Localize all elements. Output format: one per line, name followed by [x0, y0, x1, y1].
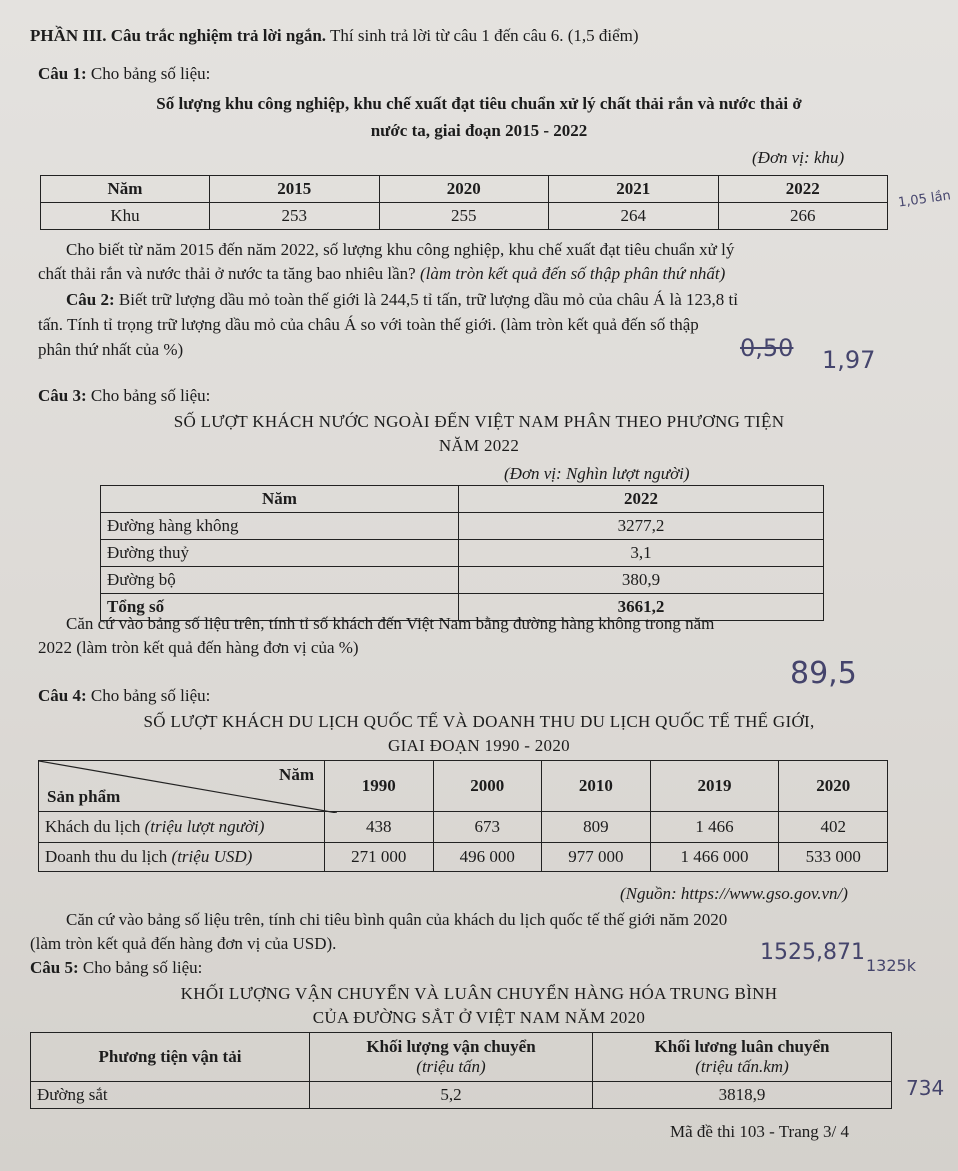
q5-header-cell-title: Khối lương luân chuyển [654, 1037, 830, 1056]
q1-title-line1: Số lượng khu công nghiệp, khu chế xuất đạt tiêu chuẩn xử lý chất thải rắn và nước thải ở [156, 94, 802, 113]
q4-title-line2: GIAI ĐOẠN 1990 - 2020 [388, 736, 570, 755]
q5-header-cell-unit: (triệu tấn.km) [695, 1057, 789, 1076]
q3-row-label: Đường bộ [101, 567, 459, 594]
q4-value-cell: 1 466 [650, 812, 779, 843]
q1-table-row [41, 203, 888, 230]
q5-header-cell [593, 1033, 892, 1082]
q4-table [38, 760, 888, 872]
q1-handwritten-answer: 1,05 lần [897, 188, 952, 211]
q3-table-header-row [101, 486, 824, 513]
q4-handwritten-note: 1325k [866, 956, 916, 975]
q5-label: Câu 5: [30, 958, 79, 977]
q2-label: Câu 2: [66, 290, 115, 309]
q5-table [30, 1032, 892, 1109]
q4-source: (Nguồn: https://www.gso.gov.vn/) [620, 884, 848, 903]
q3-title-line2: NĂM 2022 [438, 436, 520, 455]
q5-row-label: Đường sắt [31, 1082, 310, 1109]
q4-row-label [39, 843, 325, 872]
q4-intro-text: Cho bảng số liệu: [90, 686, 211, 705]
q3-intro-text: Cho bảng số liệu: [90, 386, 211, 405]
q3-title-line1: SỐ LƯỢT KHÁCH NƯỚC NGOÀI ĐẾN VIỆT NAM PHÂN THEO PHƯƠNG TIỆN [173, 412, 785, 431]
q3-row-label: Đường thuỷ [101, 540, 459, 567]
q3-row-value: 380,9 [459, 567, 824, 594]
q4-value-cell: 533 000 [779, 843, 888, 872]
q3-row-label: Đường hàng không [101, 513, 459, 540]
q4-value-cell: 271 000 [325, 843, 434, 872]
q1-table-header-row [41, 176, 888, 203]
table-row [101, 513, 824, 540]
q4-row-label-italic: (triệu USD) [171, 847, 253, 866]
q1-cell: 253 [210, 203, 380, 230]
q2-handwritten-crossed: 0,50 [740, 334, 794, 362]
q4-value-cell: 496 000 [433, 843, 542, 872]
q4-value-cell: 673 [433, 812, 542, 843]
q4-value-cell: 977 000 [542, 843, 651, 872]
table-row [39, 843, 888, 872]
q4-corner-bottom: Sản phẩm [47, 787, 121, 806]
q4-corner-cell [39, 761, 325, 812]
q1-unit: (Đơn vị: khu) [752, 148, 845, 167]
q5-header-cell-title: Khối lượng vận chuyển [366, 1037, 536, 1056]
q1-question-line2-plain: chất thải rắn và nước thải ở nước ta tăng bao nhiêu lần? [38, 264, 416, 283]
q1-header-cell: 2020 [379, 176, 549, 203]
q4-value-cell: 809 [542, 812, 651, 843]
q1-cell: 266 [718, 203, 888, 230]
table-row [31, 1082, 892, 1109]
q4-handwritten-answer: 1525,871 [760, 940, 865, 965]
q5-header-cell [310, 1033, 593, 1082]
q1-title-line2: nước ta, giai đoạn 2015 - 2022 [370, 121, 588, 140]
q1-question-line2 [38, 262, 725, 286]
q3-unit: (Đơn vị: Nghìn lượt người) [504, 464, 690, 483]
q1-intro [38, 62, 210, 86]
q2-line1 [66, 288, 738, 312]
q3-question-line2: 2022 (làm tròn kết quả đến hàng đơn vị của %) [38, 638, 359, 657]
q1-cell: Khu [41, 203, 210, 230]
q1-label: Câu 1: [38, 64, 87, 83]
q4-year-cell: 2019 [650, 761, 779, 812]
q1-header-cell: 2022 [718, 176, 888, 203]
q4-question-line2: (làm tròn kết quả đến hàng đơn vị của USD). [30, 934, 337, 953]
q4-year-cell: 2000 [433, 761, 542, 812]
q3-header-cell: 2022 [459, 486, 824, 513]
q1-header-cell: 2021 [549, 176, 719, 203]
q5-intro-text: Cho bảng số liệu: [82, 958, 203, 977]
q2-handwritten-answer: 1,97 [822, 346, 876, 374]
page-footer: Mã đề thi 103 - Trang 3/ 4 [670, 1122, 849, 1141]
table-row [101, 540, 824, 567]
part-instruction: Thí sinh trả lời từ câu 1 đến câu 6. (1,5 điểm) [330, 26, 639, 45]
part-title: PHẦN III. Câu trắc nghiệm trả lời ngắn. [30, 26, 327, 45]
q1-cell: 264 [549, 203, 719, 230]
q4-title-line1: SỐ LƯỢT KHÁCH DU LỊCH QUỐC TẾ VÀ DOANH THU DU LỊCH QUỐC TẾ THẾ GIỚI, [143, 712, 815, 731]
q5-value-cell: 3818,9 [593, 1082, 892, 1109]
q2-line1-text: Biết trữ lượng dầu mỏ toàn thế giới là 244,5 tỉ tấn, trữ lượng dầu mỏ của châu Á là 123,8 tỉ [118, 290, 738, 309]
q4-value-cell: 1 466 000 [650, 843, 779, 872]
q4-table-header-row [39, 761, 888, 812]
q3-header-cell: Năm [101, 486, 459, 513]
q3-row-value: 3,1 [459, 540, 824, 567]
q5-header-cell-unit: (triệu tấn) [416, 1057, 486, 1076]
table-row [39, 812, 888, 843]
q5-intro [30, 956, 202, 980]
q3-question-line1: Căn cứ vào bảng số liệu trên, tính tỉ số khách đến Việt Nam bằng đường hàng không trong năm [66, 614, 715, 633]
q4-row-label-plain: Doanh thu du lịch [45, 847, 172, 866]
q1-cell: 255 [379, 203, 549, 230]
q2-line2: tấn. Tính tỉ trọng trữ lượng dầu mỏ của châu Á so với toàn thế giới. (làm tròn kết quả đến số thập [38, 315, 699, 334]
q3-handwritten-answer: 89,5 [790, 656, 857, 691]
q5-table-header-row [31, 1033, 892, 1082]
q2-line3: phân thứ nhất của %) [38, 340, 184, 359]
q4-row-label-plain: Khách du lịch [45, 817, 145, 836]
q4-row-label [39, 812, 325, 843]
q5-handwritten-answer: 734 [906, 1076, 945, 1100]
q4-corner-top: Năm [279, 765, 314, 784]
q4-label: Câu 4: [38, 686, 87, 705]
q4-year-cell: 2020 [779, 761, 888, 812]
q3-table [100, 485, 824, 621]
q4-intro [38, 684, 210, 708]
q3-row-label: Tổng số [101, 594, 459, 621]
q3-intro [38, 384, 210, 408]
q4-value-cell: 438 [325, 812, 434, 843]
q3-label: Câu 3: [38, 386, 87, 405]
q1-table [40, 175, 888, 230]
q4-year-cell: 1990 [325, 761, 434, 812]
part-header [30, 24, 639, 48]
table-row [101, 567, 824, 594]
q4-question-line1: Căn cứ vào bảng số liệu trên, tính chi tiêu bình quân của khách du lịch quốc tế thế giới năm 2020 [66, 910, 728, 929]
q3-row-value: 3277,2 [459, 513, 824, 540]
q5-value-cell: 5,2 [310, 1082, 593, 1109]
q1-header-cell: Năm [41, 176, 210, 203]
q3-row-value: 3661,2 [459, 594, 824, 621]
q1-intro-text: Cho bảng số liệu: [90, 64, 211, 83]
q4-value-cell: 402 [779, 812, 888, 843]
q1-question-line2-italic: (làm tròn kết quả đến số thập phân thứ nhất) [419, 264, 726, 283]
q5-title-line2: CỦA ĐƯỜNG SẮT Ở VIỆT NAM NĂM 2020 [312, 1008, 646, 1027]
q5-title-line1: KHỐI LƯỢNG VẬN CHUYỂN VÀ LUÂN CHUYỂN HÀNG HÓA TRUNG BÌNH [180, 984, 778, 1003]
q4-year-cell: 2010 [542, 761, 651, 812]
q4-row-label-italic: (triệu lượt người) [144, 817, 265, 836]
q1-question-line1: Cho biết từ năm 2015 đến năm 2022, số lượng khu công nghiệp, khu chế xuất đạt tiêu chuẩn xử lý [66, 240, 735, 259]
q1-header-cell: 2015 [210, 176, 380, 203]
q5-header-cell: Phương tiện vận tải [31, 1033, 310, 1082]
